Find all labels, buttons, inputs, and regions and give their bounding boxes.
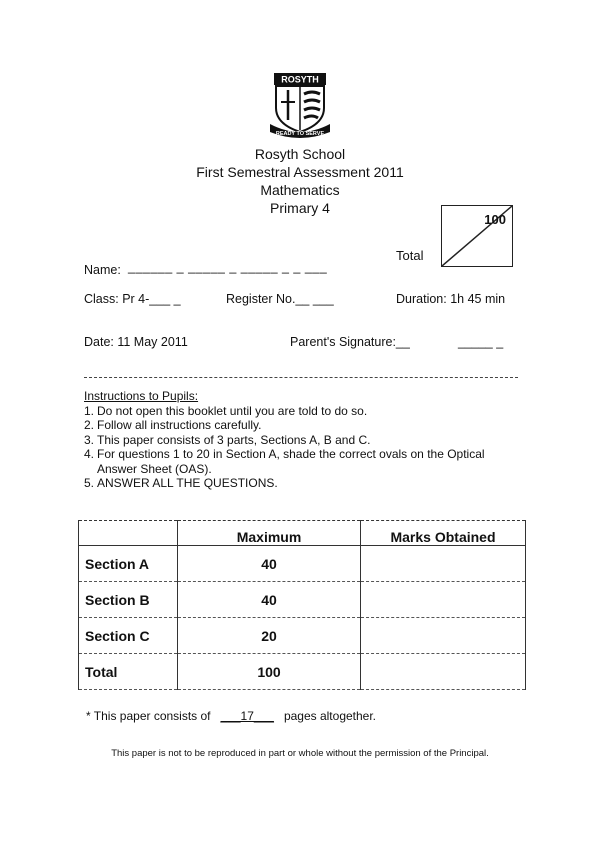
- marks-obtained-cell: [361, 654, 526, 690]
- section-label: Section A: [79, 546, 178, 582]
- duration-text: Duration: 1h 45 min: [396, 292, 506, 306]
- marks-obtained-header: Marks Obtained: [361, 521, 526, 546]
- instruction-item: 3. This paper consists of 3 parts, Sections A, B and C.: [84, 432, 371, 447]
- section-max: 100: [178, 654, 361, 690]
- page-count: ___17___: [220, 709, 274, 723]
- assessment-title: First Semestral Assessment 2011: [196, 164, 404, 180]
- page-count-note: * This paper consists of ___17___ pages altogether.: [86, 709, 377, 723]
- instruction-item: 2. Follow all instructions carefully.: [84, 418, 262, 432]
- marks-obtained-cell: [361, 546, 526, 582]
- parent-signature-label: Parent's Signature:__: [290, 335, 410, 349]
- school-name: Rosyth School: [254, 146, 346, 162]
- table-row: [79, 618, 526, 654]
- total-label: Total: [396, 248, 424, 263]
- section-max: 40: [178, 546, 361, 582]
- register-number-field: Register No.__ ___: [226, 292, 334, 306]
- school-crest-logo: [268, 72, 332, 138]
- instructions-section: [84, 389, 517, 491]
- total-score-box: [441, 205, 513, 267]
- table-row: [79, 582, 526, 618]
- section-max: 20: [178, 618, 361, 654]
- name-label: Name:: [84, 263, 121, 277]
- instructions-list: [84, 404, 517, 491]
- section-label: Section C: [79, 618, 178, 654]
- instruction-item: 5. ANSWER ALL THE QUESTIONS.: [84, 476, 278, 490]
- class-field: Class: Pr 4-___ _: [84, 292, 181, 306]
- table-row: [79, 654, 526, 690]
- separator-line: [84, 377, 518, 378]
- subject-title: Mathematics: [260, 182, 340, 198]
- marks-table-header: [79, 521, 526, 546]
- name-line: ______ _ _____ _ _____ _ _ ___: [128, 260, 328, 274]
- total-max-score: 100: [484, 212, 506, 227]
- section-label: Total: [79, 654, 178, 690]
- maximum-header: Maximum: [178, 521, 361, 546]
- instructions-title: Instructions to Pupils:: [84, 389, 199, 403]
- parent-signature-line: _____ _: [458, 335, 504, 349]
- marks-table: [78, 520, 526, 690]
- disclaimer-text: This paper is not to be reproduced in part or whole without the permission of the Principal.: [111, 748, 489, 759]
- svg-text:ROSYTH: ROSYTH: [281, 74, 319, 85]
- instruction-item: 4. For questions 1 to 20 in Section A, shade the correct ovals on the Optical Answer Sheet (OAS).: [84, 447, 485, 476]
- level-title: Primary 4: [270, 200, 330, 216]
- marks-obtained-cell: [361, 582, 526, 618]
- date-text: Date: 11 May 2011: [84, 335, 188, 349]
- instruction-item: 1. Do not open this booklet until you are told to do so.: [84, 403, 368, 418]
- marks-obtained-cell: [361, 618, 526, 654]
- section-label: Section B: [79, 582, 178, 618]
- section-max: 40: [178, 582, 361, 618]
- svg-text:READY TO SERVE: READY TO SERVE: [275, 131, 325, 137]
- table-row: [79, 546, 526, 582]
